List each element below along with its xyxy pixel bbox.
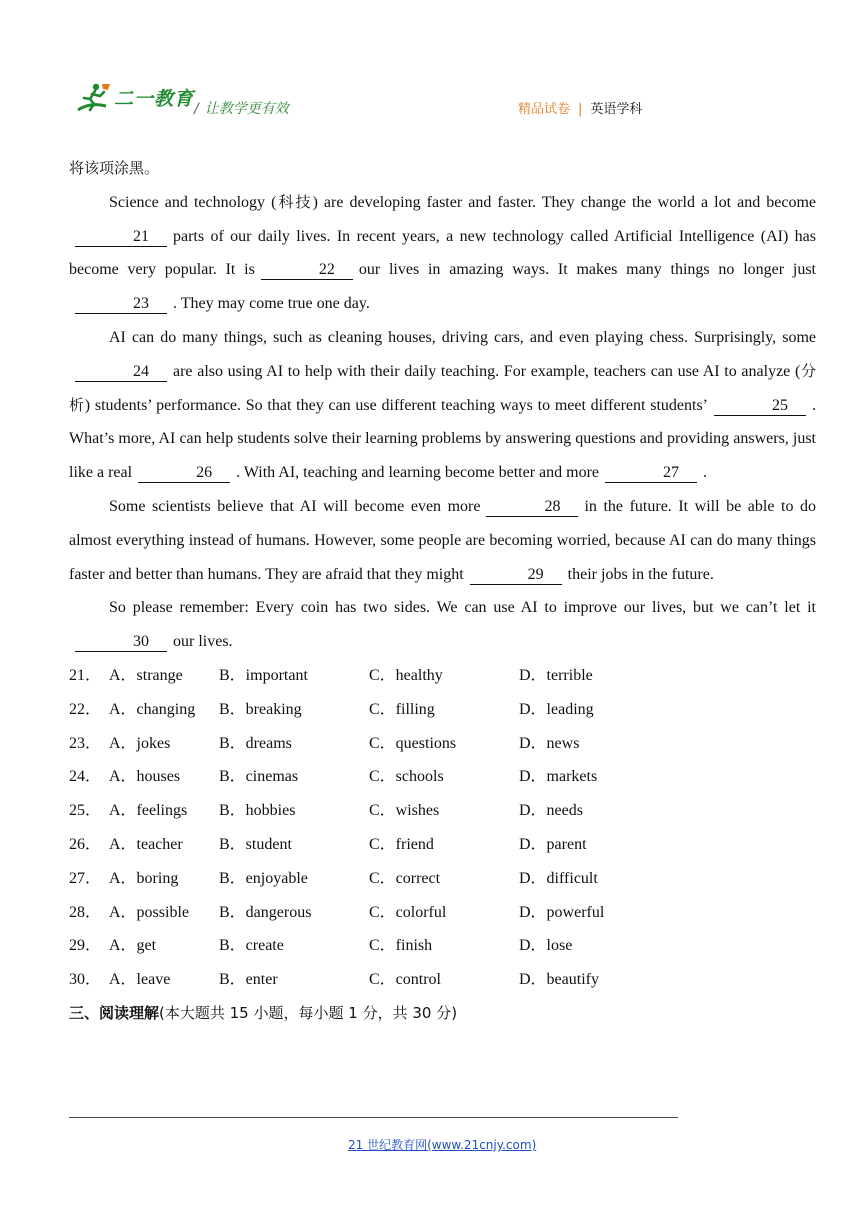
option-row [69,760,816,794]
footer-divider [69,1117,678,1118]
text: our lives in amazing ways. It makes many things no longer just [358,261,817,279]
text: . [703,464,708,482]
slogan-text: 让教学更有效 [204,101,289,117]
blank-23: 23 [75,295,167,314]
header-right [518,98,642,117]
logo-text: 二一教育 [114,88,195,110]
option-b: B．hobbies [219,802,296,820]
blank-29: 29 [470,566,562,585]
text: So please remember: Every coin has two sides. We can use AI to improve our lives, but we can’t let it [109,599,816,617]
passage-paragraph-1 [69,186,816,321]
option-c: C．healthy [369,666,443,684]
text: . They may come true one day. [173,295,370,313]
option-row [69,659,816,693]
option-a: A．jokes [109,734,171,752]
question-number: 21． [69,666,102,684]
option-d: D．leading [519,700,594,718]
option-a: A．feelings [109,802,188,820]
option-b: B．student [219,835,292,853]
option-d: D．parent [519,835,587,853]
question-number: 22． [69,700,102,718]
passage-paragraph-3 [69,490,816,591]
option-row [69,929,816,963]
text: ) are developing faster and faster. They change the world a lot and become [312,193,816,211]
option-d: D．lose [519,937,573,955]
question-number: 27． [69,869,102,887]
intro-line: 将该项涂黑。 [69,159,160,177]
section-note: (本大题共 15 小题，每小题 1 分，共 30 分) [159,1003,458,1022]
option-b: B．breaking [219,700,302,718]
option-b: B．dangerous [219,903,312,921]
option-c: C．friend [369,835,434,853]
text: . What’s more, AI can help students solve their learning problems by answering questions and providing answers, just like a real [69,396,816,482]
option-c: C．filling [369,700,435,718]
option-b: B．enter [219,971,278,989]
text: AI can do many things, such as cleaning houses, driving cars, and even playing chess. Surprisingly, some [109,328,816,346]
blank-22: 22 [261,261,353,280]
text: our lives. [173,633,233,651]
option-a: A．boring [109,869,179,887]
option-c: C．colorful [369,903,447,921]
chinese-gloss: 科技 [276,192,313,211]
blank-30: 30 [75,633,167,652]
option-c: C．finish [369,937,433,955]
blank-21: 21 [75,228,167,247]
option-b: B．important [219,666,308,684]
section-title: 三、阅读理解 [69,1003,160,1022]
blank-24: 24 [75,363,167,382]
header-subject: 英语学科 [590,102,643,117]
document-body [69,152,816,1031]
section-3-heading [69,997,816,1031]
option-a: A．strange [109,666,183,684]
text: . With AI, teaching and learning become better and more [236,464,600,482]
slogan [194,98,289,118]
passage-paragraph-4 [69,591,816,659]
page-header [76,82,676,118]
blank-25: 25 [714,397,806,416]
option-row [69,862,816,896]
option-c: C．wishes [369,802,440,820]
text: in the future. It will be able to do almost everything instead of humans. However, some people are becoming worried, because AI can do many things faster and better than humans. They are afraid that they might [69,497,816,583]
option-row [69,794,816,828]
running-person-logo-icon [76,82,114,114]
passage-paragraph-2 [69,321,816,490]
option-b: B．create [219,937,284,955]
option-d: D．news [519,734,580,752]
text: ) students’ performance. So that they can use different teaching ways to meet different students’ [84,396,708,414]
footer-website-link[interactable]: 21 世纪教育网(www.21cnjy.com) [348,1138,537,1152]
option-a: A．possible [109,903,190,921]
text: are also using AI to help with their daily teaching. For example, teachers can use AI to analyze ( [173,362,801,380]
option-d: D．beautify [519,971,599,989]
option-c: C．questions [369,734,457,752]
slogan-slash: / [194,101,199,117]
options-list [69,659,816,997]
option-d: D．markets [519,768,598,786]
option-row [69,963,816,997]
blank-26: 26 [138,464,230,483]
header-separator: | [578,102,583,117]
option-d: D．terrible [519,666,593,684]
text: parts of our daily lives. In recent years, a new technology called Artificial Intelligence (AI) has become very popular. It is [69,227,816,279]
chinese-gloss: 分析 [69,361,816,414]
option-d: D．difficult [519,869,598,887]
option-a: A．get [109,937,157,955]
blank-28: 28 [486,498,578,517]
option-c: C．schools [369,768,444,786]
option-row [69,896,816,930]
question-number: 26． [69,835,102,853]
option-b: B．cinemas [219,768,299,786]
question-number: 28． [69,903,102,921]
option-row [69,727,816,761]
question-number: 25． [69,802,102,820]
text: Science and technology ( [109,193,277,211]
option-row [69,828,816,862]
text: their jobs in the future. [567,565,714,583]
question-number: 24． [69,768,102,786]
text: Some scientists believe that AI will become even more [109,497,481,515]
option-a: A．houses [109,768,181,786]
question-number: 30． [69,971,102,989]
option-a: A．leave [109,971,171,989]
question-number: 29． [69,937,102,955]
option-b: B．enjoyable [219,869,308,887]
option-c: C．correct [369,869,441,887]
question-number: 23． [69,734,102,752]
option-c: C．control [369,971,441,989]
option-d: D．needs [519,802,583,820]
blank-27: 27 [605,464,697,483]
header-tag: 精品试卷 [518,102,571,117]
option-a: A．changing [109,700,196,718]
option-b: B．dreams [219,734,292,752]
option-a: A．teacher [109,835,183,853]
option-row [69,693,816,727]
option-d: D．powerful [519,903,605,921]
